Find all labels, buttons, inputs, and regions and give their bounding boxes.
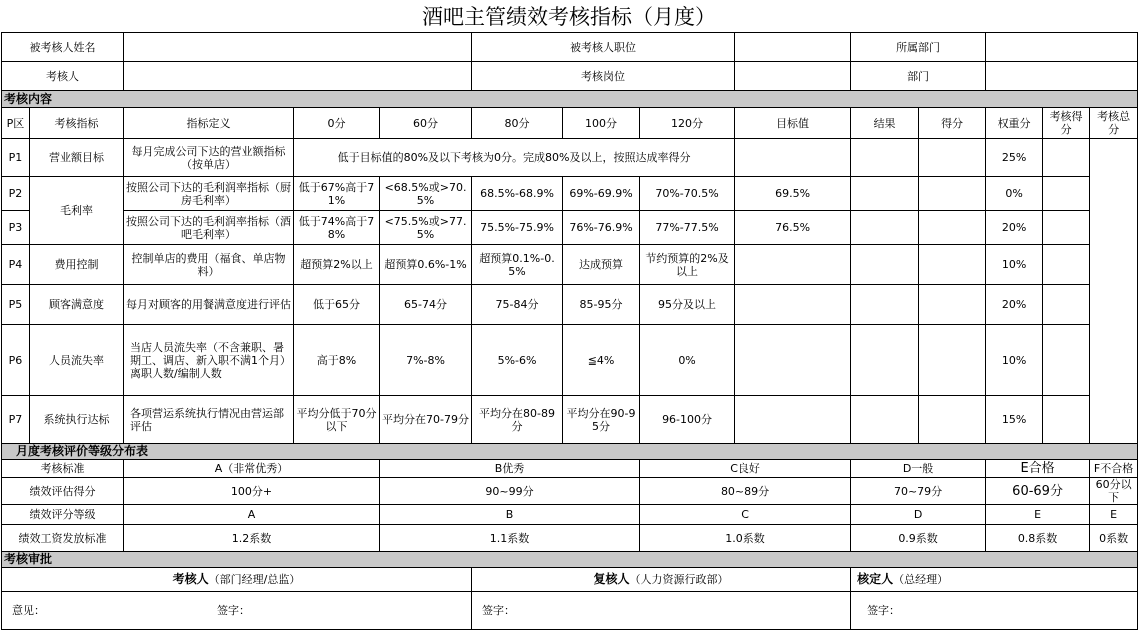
col-header-120: 120分: [640, 108, 735, 139]
score-cell[interactable]: [919, 139, 986, 177]
approver-sign-cell[interactable]: [851, 592, 1138, 630]
definition: 控制单店的费用（福食、单店物料）: [124, 245, 294, 285]
indicator: 人员流失率: [30, 325, 124, 396]
approver-approval-bold: 核定人: [857, 572, 894, 586]
target-cell[interactable]: [735, 396, 851, 444]
dept2-value-cell[interactable]: [986, 62, 1138, 91]
score-100: 69%-69.9%: [563, 177, 640, 211]
score-100: 平均分在90-95分: [563, 396, 640, 444]
assess-score-cell[interactable]: [1043, 245, 1090, 285]
grade-a: 1.2系数: [124, 525, 380, 552]
weight: 10%: [986, 325, 1043, 396]
col-header-definition: 指标定义: [124, 108, 294, 139]
indicator: 系统执行达标: [30, 396, 124, 444]
total-score-cell[interactable]: [1090, 139, 1138, 444]
name-label: 被考核人姓名: [2, 33, 124, 62]
table-row: [2, 211, 1138, 245]
indicator: 营业额目标: [30, 139, 124, 177]
definition: 按照公司下达的毛利润率指标（厨房毛利率）: [124, 177, 294, 211]
score-80: 68.5%-68.9%: [472, 177, 563, 211]
table-row: [2, 396, 1138, 444]
score-60: 7%-8%: [380, 325, 472, 396]
definition: 每月对顾客的用餐满意度进行评估: [124, 285, 294, 325]
weight: 20%: [986, 285, 1043, 325]
grade-row: [2, 478, 1138, 505]
assess-score-cell[interactable]: [1043, 325, 1090, 396]
definition: 按照公司下达的毛利润率指标（酒吧毛利率）: [124, 211, 294, 245]
score-0: 高于8%: [294, 325, 380, 396]
sign-label: 签字：: [217, 604, 250, 617]
table-row: [2, 325, 1138, 396]
score-120: 96-100分: [640, 396, 735, 444]
column-header-row: [2, 108, 1138, 139]
col-header-indicator: 考核指标: [30, 108, 124, 139]
position-label: 被考核人职位: [472, 33, 735, 62]
zone-id: P5: [2, 285, 30, 325]
grade-row: [2, 525, 1138, 552]
approval-sign-row: [2, 592, 1138, 630]
assessor-post-value-cell[interactable]: [735, 62, 851, 91]
reviewer-approval-note: （人力资源行政部）: [629, 573, 729, 586]
col-header-100: 100分: [563, 108, 640, 139]
result-cell[interactable]: [851, 177, 919, 211]
col-header-weight: 权重分: [986, 108, 1043, 139]
header-row-2: [2, 62, 1138, 91]
section-content-header: 考核内容: [2, 91, 1138, 108]
reviewer-approval-title: [472, 568, 851, 592]
grade-c: 1.0系数: [640, 525, 851, 552]
assess-score-cell[interactable]: [1043, 211, 1090, 245]
zone-id: P1: [2, 139, 30, 177]
score-120: 95分及以上: [640, 285, 735, 325]
approval-title-row: [2, 568, 1138, 592]
score-cell[interactable]: [919, 285, 986, 325]
score-100: 85-95分: [563, 285, 640, 325]
score-80: 超预算0.1%-0.5%: [472, 245, 563, 285]
score-cell[interactable]: [919, 177, 986, 211]
score-0: 低于67%高于71%: [294, 177, 380, 211]
score-60: <75.5%或>77.5%: [380, 211, 472, 245]
grade-f: F不合格: [1090, 460, 1138, 478]
table-row: [2, 285, 1138, 325]
grade-b: 90~99分: [380, 478, 640, 505]
grade-f: E: [1090, 505, 1138, 525]
col-header-80: 80分: [472, 108, 563, 139]
result-cell[interactable]: [851, 325, 919, 396]
grade-e: 0.8系数: [986, 525, 1090, 552]
grade-e: E: [986, 505, 1090, 525]
zone-id: P2: [2, 177, 30, 211]
header-row-1: [2, 33, 1138, 62]
indicator: 费用控制: [30, 245, 124, 285]
indicator: 顾客满意度: [30, 285, 124, 325]
assess-score-cell[interactable]: [1043, 139, 1090, 177]
approver-approval-note: （总经理）: [893, 573, 949, 586]
grade-section-header: 月度考核评价等级分布表: [2, 444, 1138, 460]
merged-criteria: 低于目标值的80%及以下考核为0分。完成80%及以上，按照达成率得分: [294, 139, 735, 177]
target-value: 76.5%: [735, 211, 851, 245]
grade-e: 60-69分: [986, 478, 1090, 505]
grade-e: E合格: [986, 460, 1090, 478]
weight: 15%: [986, 396, 1043, 444]
grade-a: 100分+: [124, 478, 380, 505]
assessor-approval-bold: 考核人: [172, 572, 209, 586]
reviewer-approval-bold: 复核人: [593, 572, 630, 586]
score-0: 超预算2%以上: [294, 245, 380, 285]
result-cell[interactable]: [851, 396, 919, 444]
score-80: 75.5%-75.9%: [472, 211, 563, 245]
grade-b: B: [380, 505, 640, 525]
grade-a: A: [124, 505, 380, 525]
score-80: 75-84分: [472, 285, 563, 325]
table-row: [2, 139, 1138, 177]
score-60: <68.5%或>70.5%: [380, 177, 472, 211]
score-100: 达成预算: [563, 245, 640, 285]
col-header-result: 结果: [851, 108, 919, 139]
col-header-assess-score: 考核得分: [1043, 108, 1090, 139]
weight: 0%: [986, 177, 1043, 211]
weight: 10%: [986, 245, 1043, 285]
score-cell[interactable]: [919, 245, 986, 285]
col-header-0: 0分: [294, 108, 380, 139]
weight: 25%: [986, 139, 1043, 177]
grade-row: [2, 460, 1138, 478]
reviewer-sign-cell[interactable]: [472, 592, 851, 630]
assessor-value-cell[interactable]: [124, 62, 472, 91]
score-120: 77%-77.5%: [640, 211, 735, 245]
score-100: 76%-76.9%: [563, 211, 640, 245]
result-cell[interactable]: [851, 139, 919, 177]
position-value-cell[interactable]: [735, 33, 851, 62]
assess-score-cell[interactable]: [1043, 177, 1090, 211]
opinion-label: 意见：: [12, 604, 45, 617]
grade-b: 1.1系数: [380, 525, 640, 552]
score-120: 节约预算的2%及以上: [640, 245, 735, 285]
indicator: 毛利率: [30, 177, 124, 245]
grade-d: 0.9系数: [851, 525, 986, 552]
page-title: 酒吧主管绩效考核指标（月度）: [422, 5, 716, 29]
weight: 20%: [986, 211, 1043, 245]
table-row: [2, 177, 1138, 211]
assessor-label: 考核人: [2, 62, 124, 91]
approval-section-header: 考核审批: [2, 552, 1138, 568]
grade-b: B优秀: [380, 460, 640, 478]
zone-id: P6: [2, 325, 30, 396]
grade-c: 80~89分: [640, 478, 851, 505]
score-60: 平均分在70-79分: [380, 396, 472, 444]
definition: 每月完成公司下达的营业额指标（按单店）: [124, 139, 294, 177]
grade-a: A（非常优秀）: [124, 460, 380, 478]
grade-label: 考核标准: [2, 460, 124, 478]
score-0: 平均分低于70分以下: [294, 396, 380, 444]
target-cell[interactable]: [735, 139, 851, 177]
grade-c: C: [640, 505, 851, 525]
score-60: 超预算0.6%-1%: [380, 245, 472, 285]
grade-f: 60分以下: [1090, 478, 1138, 505]
name-value-cell[interactable]: [124, 33, 472, 62]
col-header-total: 考核总分: [1090, 108, 1138, 139]
score-80: 平均分在80-89分: [472, 396, 563, 444]
score-100: ≦4%: [563, 325, 640, 396]
target-cell[interactable]: [735, 285, 851, 325]
zone-id: P4: [2, 245, 30, 285]
result-cell[interactable]: [851, 211, 919, 245]
dept-label: 所属部门: [851, 33, 986, 62]
grade-label: 绩效评分等级: [2, 505, 124, 525]
grade-c: C良好: [640, 460, 851, 478]
result-cell[interactable]: [851, 285, 919, 325]
grade-d: D一般: [851, 460, 986, 478]
assessor-post-label: 考核岗位: [472, 62, 735, 91]
target-cell[interactable]: [735, 245, 851, 285]
score-80: 5%-6%: [472, 325, 563, 396]
grade-f: 0系数: [1090, 525, 1138, 552]
col-header-target: 目标值: [735, 108, 851, 139]
assessor-approval-note: （部门经理/总监）: [208, 573, 301, 586]
score-cell[interactable]: [919, 396, 986, 444]
score-60: 65-74分: [380, 285, 472, 325]
score-cell[interactable]: [919, 211, 986, 245]
assessor-approval-title: [2, 568, 472, 592]
grade-label: 绩效评估得分: [2, 478, 124, 505]
grade-d: 70~79分: [851, 478, 986, 505]
sign-label: 签字：: [867, 604, 901, 617]
sign-label: 签字：: [482, 604, 516, 617]
zone-id: P7: [2, 396, 30, 444]
score-0: 低于74%高于78%: [294, 211, 380, 245]
definition: 当店人员流失率（不含兼职、暑期工、调店、新入职不满1个月）离职人数/编制人数: [124, 325, 294, 396]
table-row: [2, 245, 1138, 285]
assessor-sign-cell[interactable]: [2, 592, 472, 630]
col-header-zone: P区: [2, 108, 30, 139]
score-0: 低于65分: [294, 285, 380, 325]
score-cell[interactable]: [919, 325, 986, 396]
dept-value-cell[interactable]: [986, 33, 1138, 62]
zone-id: P3: [2, 211, 30, 245]
target-cell[interactable]: [735, 325, 851, 396]
grade-label: 绩效工资发放标准: [2, 525, 124, 552]
col-header-score: 得分: [919, 108, 986, 139]
col-header-60: 60分: [380, 108, 472, 139]
grade-d: D: [851, 505, 986, 525]
definition: 各项营运系统执行情况由营运部评估: [124, 396, 294, 444]
result-cell[interactable]: [851, 245, 919, 285]
assess-score-cell[interactable]: [1043, 396, 1090, 444]
assessment-table: [1, 32, 1138, 630]
dept2-label: 部门: [851, 62, 986, 91]
approver-approval-title: [851, 568, 1138, 592]
grade-row: [2, 505, 1138, 525]
assess-score-cell[interactable]: [1043, 285, 1090, 325]
score-120: 0%: [640, 325, 735, 396]
target-value: 69.5%: [735, 177, 851, 211]
score-120: 70%-70.5%: [640, 177, 735, 211]
